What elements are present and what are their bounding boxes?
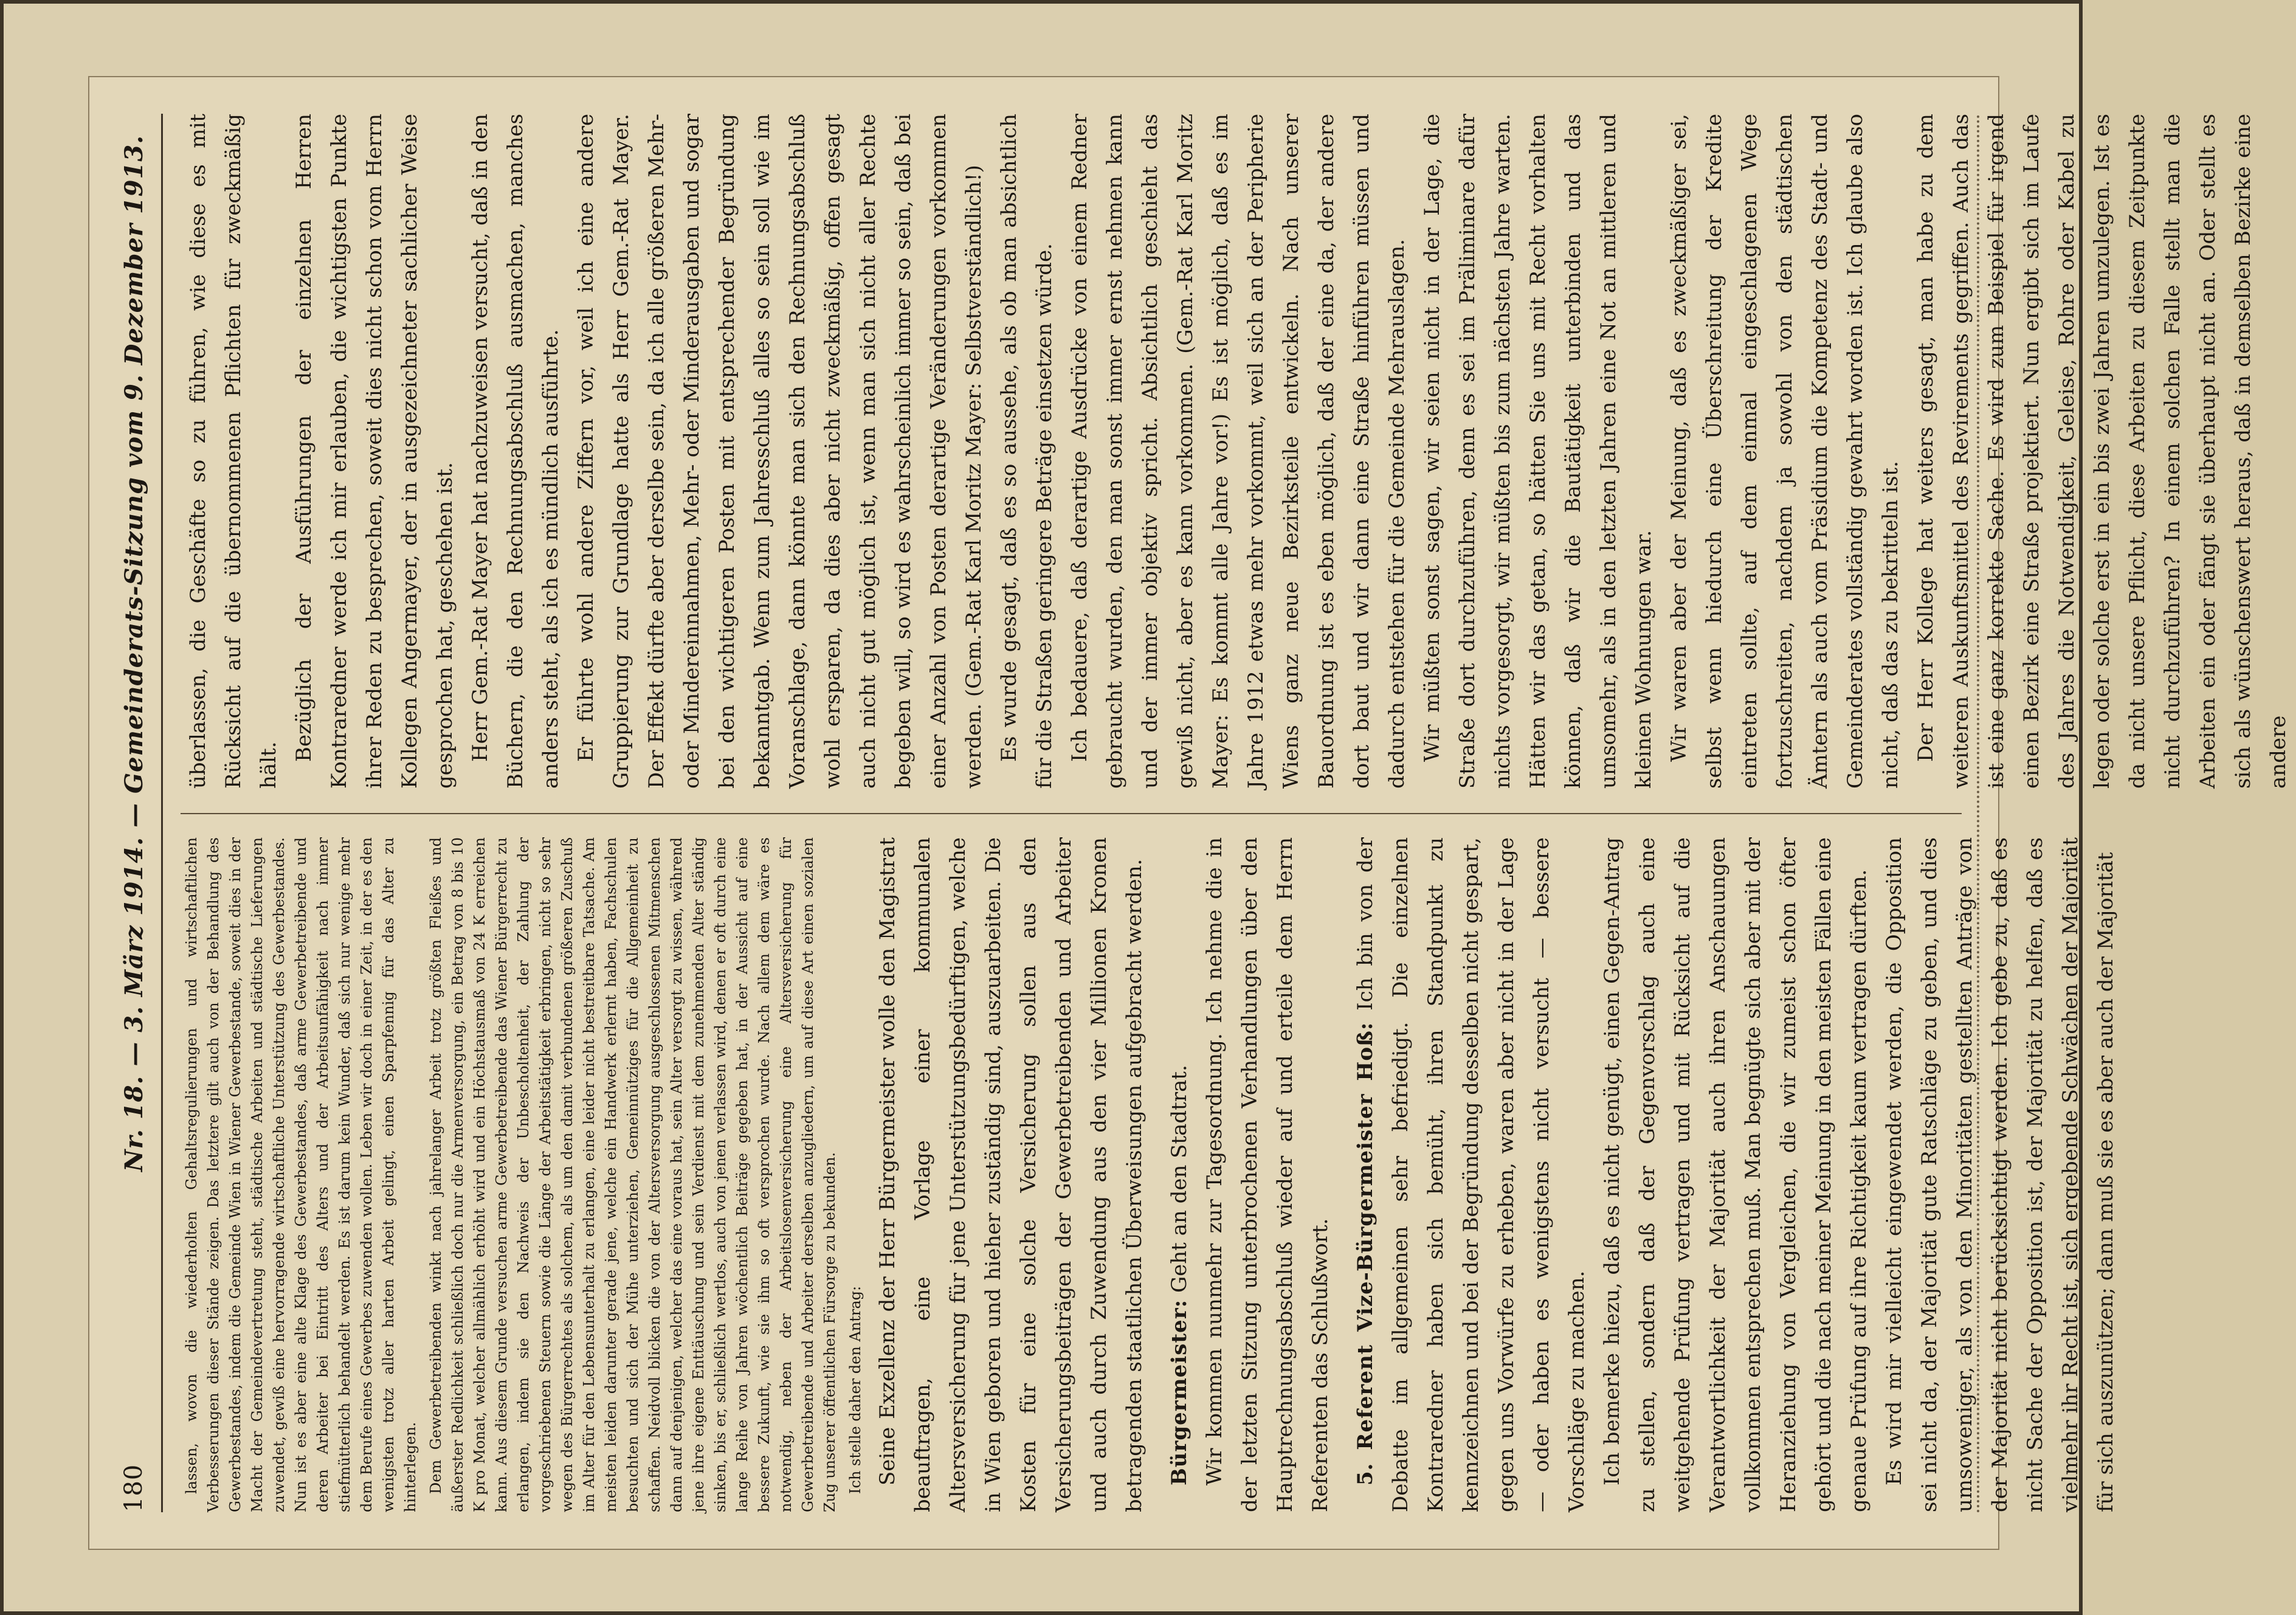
body-paragraph: Ich bemerke hiezu, daß es nicht genügt, einen Gegen-Antrag zu stellen, sondern daß der Gegenvorschlag auch eine weitgehende Prüfung vertragen und mit Rücksicht auf die Verantwortlichkeit der Majorität auch ihren Anschauungen vollkommen entsprechen muß. Man begnügte sich aber mit der Heranziehung von Vergleichen, die wir zumeist schon öfter gehört und die nach meiner Meinung in den meisten Fällen eine genaue Prüfung auf ihre Richtigkeit kaum vertragen dürften. bbox=[1600, 837, 1871, 1512]
small-print-paragraph: Ich stelle daher den Antrag: bbox=[847, 1285, 864, 1494]
mayor-statement bbox=[1162, 837, 1197, 1512]
page-header bbox=[114, 114, 168, 1512]
body-paragraph: Bezüglich der Ausführungen der einzelnen Herren Kontraredner werde ich mir erlauben, die wichtigsten Punkte ihrer Reden zu besprechen, soweit dies nicht schon vom Herrn Kollegen Angermayer, der in ausgezeichneter sachlicher Weise gesprochen hat, geschehen ist. bbox=[292, 114, 457, 789]
body-paragraph: Es wird mir vielleicht eingewendet werden, die Opposition sei nicht da, der Majorität gute Ratschläge zu geben, und dies umsoweniger, als von den Minoritäten gestellten Anträge von der Majorität nicht berücksichtigt werden. Ich gebe zu, daß es nicht Sache der Opposition ist, der Majorität zu helfen, daß es vielmehr ihr Recht ist, sich ergebende Schwächen der Majorität für sich auszunützen; dann muß sie es aber auch der Majorität bbox=[1882, 837, 2118, 1512]
small-print-paragraph: Dem Gewerbetreibenden winkt nach jahrelanger Arbeit trotz größten Fleißes und äußerster Redlichkeit schließlich doch nur die Armenversorgung, ein Betrag von 8 bis 10 K pro Monat, welcher allmählich erhöht wird und ein Höchstausmaß von 24 K erreichen kann. Aus diesem Grunde versuchen arme Gewerbetreibende das Wiener Bürgerrecht zu erlangen, indem sie den Nachweis der Unbescholtenheit, der Zahlung der vorgeschriebenen Steuern sowie die Länge der Arbeitstätigkeit erbringen, nicht so sehr wegen des Bürgerrechtes als solchem, als um den damit verbundenen größeren Zuschuß im Alter für den Lebensunterhalt zu erlangen, eine leider nicht bestreitbare Tatsache. Am meisten leiden darunter gerade jene, welche ein Handwerk erlernt haben, Fachschulen besuchten und sich der Mühe unterziehen, Gemeinnütziges für die Allgemeinheit zu schaffen. Neidvoll blicken die von der Altersversorgung ausgeschlossenen Mitmenschen dann auf denjenigen, welcher das eine voraus hat, sein Alter versorgt zu wissen, während jene ihre eigene Enttäuschung und sein Verdienst mit dem zunehmenden Alter ständig sinken, bis er, schließlich wertlos, auch von jenen verlassen wird, denen er oft durch eine lange Reihe von Jahren wöchentlich Beiträge gegeben hat, in der Aussicht auf eine bessere Zukunft, wie sie ihm so oft versprochen wurde. Nach allem dem wäre es notwendig, neben der Arbeitslosenversicherung eine Altersversicherung für Gewerbetreibende und Arbeiter derselben anzugliedern, um auf diese Art einen sozialen Zug unserer öffentlichen Fürsorge zu bekunden. bbox=[427, 837, 838, 1512]
page-number: 180 bbox=[120, 1464, 148, 1512]
speaker-label-referent: 5. Referent Vize-Bürgermeister Hoß: bbox=[1353, 1022, 1377, 1485]
body-paragraph: Herr Gem.-Rat Mayer hat nachzuweisen versucht, daß in den Büchern, die den Rechnungsabschluß ausmachen, manches anders steht, als ich es mündlich ausführte. bbox=[468, 114, 563, 789]
body-paragraph: Der Herr Kollege hat weiters gesagt, man habe zu dem weiteren Auskunftsmittel des Revirements gegriffen. Auch das ist eine ganz korrekte Sache. Es wird zum Beispiel für irgend einen Bezirk eine Straße projektiert. Nun ergibt sich im Laufe des Jahres die Notwendigkeit, Geleise, Rohre oder Kabel zu legen oder solche erst in ein bis zwei Jahren umzulegen. Ist es da nicht unsere Pflicht, diese Arbeiten zu diesem Zeitpunkte nicht durchzuführen? In einem solchen Falle stellt man die Arbeiten ein oder fängt sie überhaupt nicht an. Oder stellt es sich als wünschenswert heraus, daß in demselben Bezirke eine andere bbox=[1914, 114, 2291, 789]
mayor-text: Geht an den Stadtrat. bbox=[1167, 1065, 1191, 1293]
body-paragraph: Wir waren aber der Meinung, daß es zweckmäßiger sei, selbst wenn hiedurch eine Überschreitung der Kredite eintreten sollte, auf dem einmal eingeschlagenen Wege fortzuschreiten, nachdem ja sowohl von den städtischen Ämtern als auch vom Präsidium die Kompetenz des Stadt- und Gemeinderates vollständig gewahrt worden ist. Ich glaube also nicht, daß das zu bekritteln ist. bbox=[1667, 114, 1903, 789]
left-column bbox=[181, 837, 2118, 1512]
column-divider bbox=[181, 813, 1962, 814]
referent-statement bbox=[1348, 837, 1594, 1512]
body-paragraph: Ich bedauere, daß derartige Ausdrücke von einem Redner gebraucht wurden, den man sonst immer ernst nehmen kann und der immer objektiv spricht. Absichtlich geschieht das gewiß nicht, aber es kann vorkommen. (Gem.-Rat Karl Moritz Mayer: Es kommt alle Jahre vor!) Es ist möglich, daß es im Jahre 1912 etwas mehr vorkommt, weil sich an der Peripherie Wiens ganz neue Bezirksteile entwickeln. Nach unserer Bauordnung ist es eben möglich, daß der eine da, der andere dort baut und wir dann eine Straße hinführen müssen und dadurch entstehen für die Gemeinde Mehrauslagen. bbox=[1067, 114, 1409, 789]
running-head: Nr. 18. — 3. März 1914. — Gemeinderats-Sitzung vom 9. Dezember 1913. bbox=[120, 134, 148, 1172]
body-paragraph: überlassen, die Geschäfte so zu führen, wie diese es mit Rücksicht auf die übernommenen Pflichten für zweckmäßig hält. bbox=[186, 114, 281, 789]
newspaper-page bbox=[89, 77, 2291, 1549]
header-rule bbox=[161, 114, 163, 1512]
motion-paragraph: Seine Exzellenz der Herr Bürgermeister wolle den Magistrat beauftragen, eine Vorlage einer kommunalen Altersversicherung für jene Unterstützungsbedürftigen, welche in Wien geboren und hieher zuständig sind, auszuarbeiten. Die Kosten für eine solche Versicherung sollen aus den Versicherungsbeiträgen der Gewerbetreibenden und Arbeiter und auch durch Zuwendung aus den vier Millionen Kronen betragenden staatlichen Überweisungen aufgebracht werden. bbox=[875, 837, 1146, 1512]
perforation-edge bbox=[1977, 114, 1982, 1512]
body-paragraph: Wir müßten sonst sagen, wir seien nicht in der Lage, die Straße dort durchzuführen, denn es sei im Präliminare dafür nichts vorgesorgt, wir müßten bis zum nächsten Jahre warten. Hätten wir das getan, so hätten Sie uns mit Recht vorhalten können, daß wir die Bautätigkeit unterbinden und das umsomehr, als in den letzten Jahren eine Not an mittleren und kleinen Wohnungen war. bbox=[1420, 114, 1656, 789]
body-paragraph: Er führte wohl andere Ziffern vor, weil ich eine andere Gruppierung zur Grundlage hatte als Herr Gem.-Rat Mayer. Der Effekt dürfte aber derselbe sein, da ich alle größeren Mehr- oder Mindereinnahmen, Mehr- oder Minderausgaben und sogar bei den wichtigeren Posten mit entsprechender Begründung bekanntgab. Wenn zum Jahresschluß alles so sein soll wie im Voranschlage, dann könnte man sich den Rechnungsabschluß wohl ersparen, da dies aber nicht zweckmäßig, offen gesagt auch nicht gut möglich ist, wenn man sich nicht aller Rechte begeben will, so wird es wahrscheinlich immer so sein, daß bei einer Anzahl von Posten derartige Veränderungen vorkommen werden. (Gem.-Rat Karl Moritz Mayer: Selbstverständlich!) bbox=[574, 114, 986, 789]
body-paragraph: Es wurde gesagt, daß es so aussehe, als ob man absichtlich für die Straßen geringere Beträge einsetzen würde. bbox=[997, 114, 1057, 789]
right-column bbox=[181, 114, 2291, 789]
speaker-label-mayor: Bürgermeister: bbox=[1167, 1299, 1191, 1485]
small-print-paragraph: lassen, wovon die wiederholten Gehaltsregulierungen und wirtschaftlichen Verbesserungen dieser Stände zeigen. Das letztere gilt auch von der Behandlung des Gewerbestandes, indem die Gemeinde Wien in Wiener Gewerbestande, soweit dies in der Macht der Gemeindevertretung steht, städtische Arbeiten und städtische Lieferungen zuwendet, gewiß eine hervorragende wirtschaftliche Unterstützung des Gewerbestandes. Nun ist es aber eine alte Klage des Gewerbestandes, daß arme Gewerbetreibende und deren Arbeiter bei Eintritt des Alters und der Arbeitsunfähigkeit nach immer stiefmütterlich behandelt werden. Es ist darum kein Wunder, daß sich nur wenige mehr dem Berufe eines Gewerbes zuwenden wollen. Leben wir doch in einer Zeit, in der es den wenigsten trotz aller harten Arbeit gelingt, einen Sparpfennig für das Alter zu hinterlegen. bbox=[183, 837, 419, 1512]
referent-text: Ich bin von der Debatte im allgemeinen sehr befriedigt. Die einzelnen Kontraredner haben sich bemüht, ihren Standpunkt zu kennzeichnen und bei der Begründung desselben nicht gespart, gegen uns Vorwürfe zu erheben, waren aber nicht in der Lage — oder haben es wenigstens nicht versucht — bessere Vorschläge zu machen. bbox=[1353, 837, 1589, 1512]
agenda-paragraph: Wir kommen nunmehr zur Tagesordnung. Ich nehme die in der letzten Sitzung unterbrochenen Verhandlungen über den Hauptrechnungsabschluß wieder auf und erteile dem Herrn Referenten das Schlußwort. bbox=[1202, 837, 1332, 1512]
